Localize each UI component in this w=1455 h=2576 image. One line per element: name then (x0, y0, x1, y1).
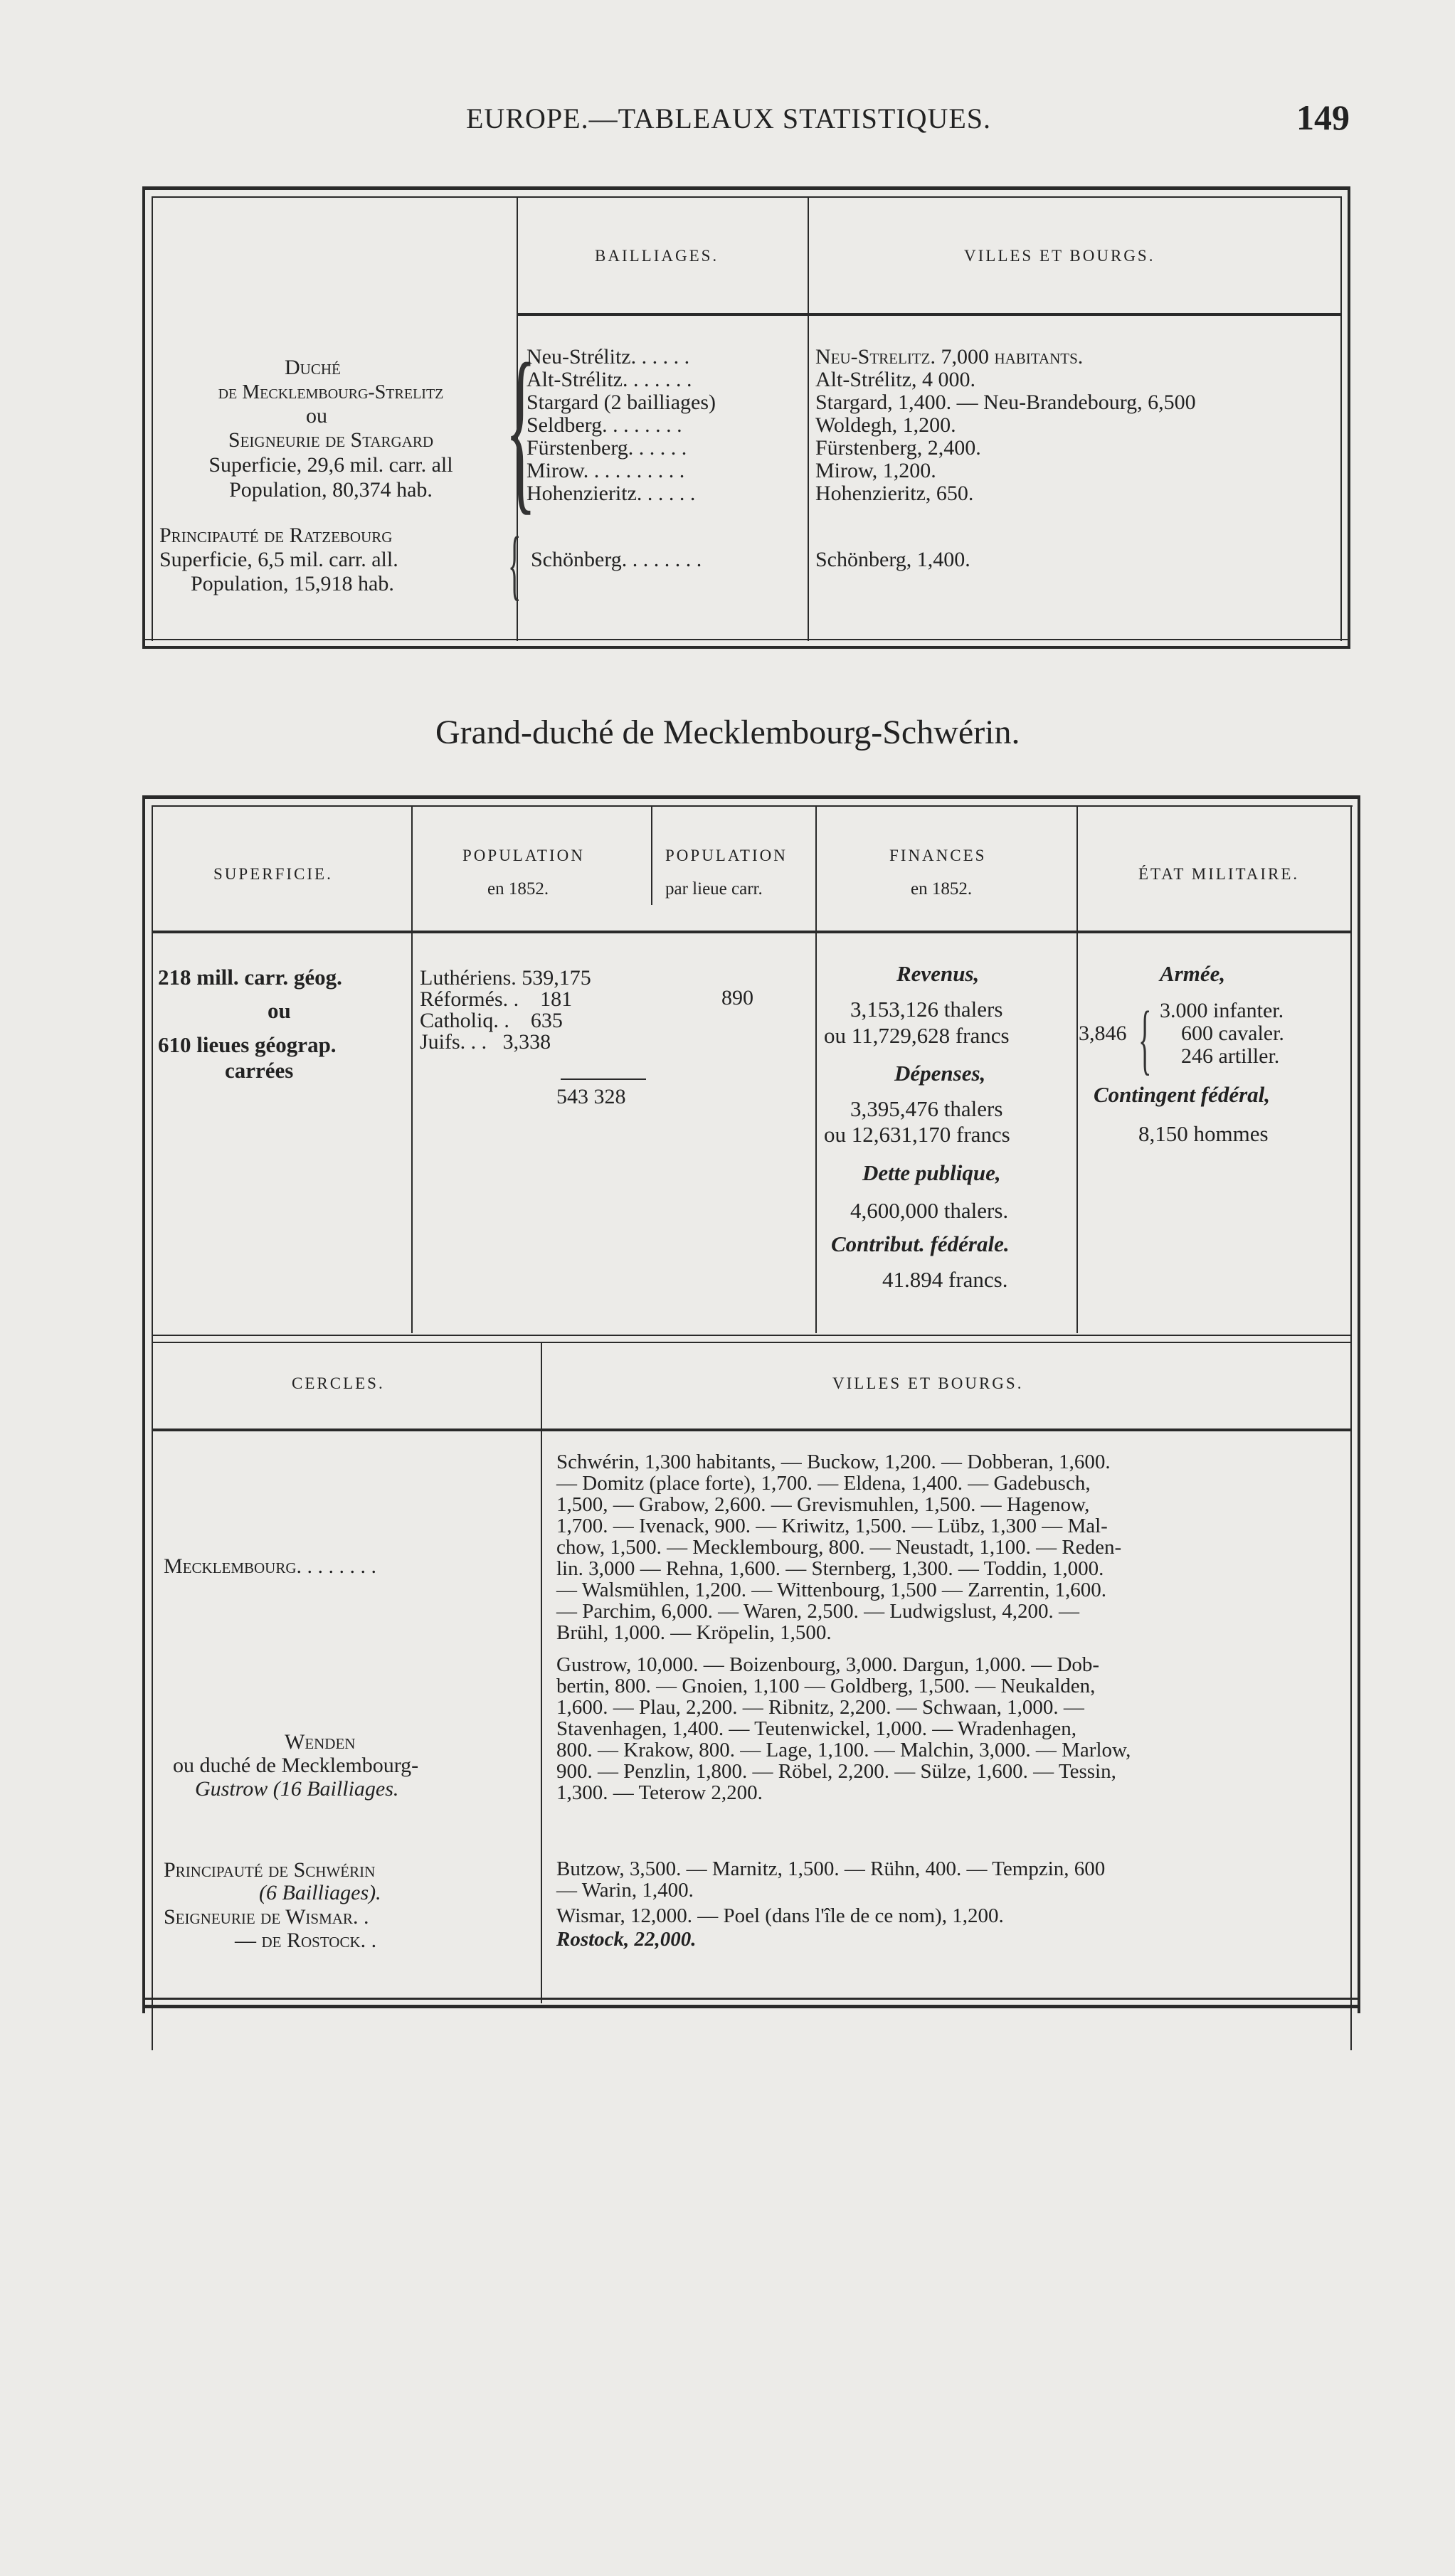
superficie-line: 218 mill. carr. géog. (158, 965, 342, 990)
finances-depenses-label: Dépenses, (894, 1061, 986, 1086)
ville-item: Woldegh, 1,200. (815, 413, 956, 437)
ville-item: Schönberg, 1,400. (815, 548, 970, 571)
cercle-wenden-sub: Gustrow (16 Bailliages. (195, 1777, 399, 1801)
etat-hommes: 8,150 hommes (1138, 1121, 1269, 1146)
bailliage-item: Alt-Strélitz. . . . . . . (527, 368, 692, 391)
cercle-wenden-sub: ou duché de Mecklembourg- (173, 1754, 419, 1777)
col-population-sub: en 1852. (487, 879, 549, 899)
population-par-lieue: 890 (721, 986, 753, 1009)
col-villes: VILLES ET BOURGS. (964, 247, 1155, 265)
page-number: 149 (1296, 97, 1350, 137)
seigneurie-stargard: Seigneurie de Stargard (228, 428, 434, 452)
cercle-wenden: Wenden (285, 1730, 356, 1754)
duche-name: de Mecklembourg-Strelitz (218, 381, 444, 403)
population-line: Catholiq. . 635 (420, 1009, 563, 1032)
villes-line: 1,600. — Plau, 2,200. — Ribnitz, 2,200. — Schwaan, 1,000. — (556, 1696, 1084, 1719)
bailliage-item: Stargard (2 bailliages) (527, 391, 716, 414)
col-population-lieue-sub: par lieue carr. (665, 879, 763, 899)
brace-strelitz: { (505, 326, 536, 531)
col-finances-sub: en 1852. (911, 879, 973, 899)
population-line: Réformés. . 181 (420, 987, 573, 1011)
bailliage-item: Mirow. . . . . . . . . . (527, 459, 685, 482)
etat-line: 246 artiller. (1181, 1044, 1280, 1068)
cercle-rostock: — de Rostock. . (235, 1929, 377, 1952)
cercle-wismar: Seigneurie de Wismar. . (164, 1905, 369, 1929)
population-line: Juifs. . . 3,338 (420, 1030, 551, 1054)
villes-line: 1,500, — Grabow, 2,600. — Grevismuhlen, 1,500. — Hagenow, (556, 1493, 1090, 1516)
ville-item: Stargard, 1,400. — Neu-Brandebourg, 6,500 (815, 391, 1196, 414)
finances-line: 3,153,126 thalers (850, 997, 1003, 1022)
population-ratzebourg: Population, 15,918 hab. (191, 572, 394, 595)
col-finances: FINANCES (889, 847, 987, 864)
superficie-line: carrées (225, 1058, 294, 1083)
population-strelitz: Population, 80,374 hab. (229, 478, 433, 502)
col-cercles: CERCLES. (292, 1374, 385, 1392)
col-etat: ÉTAT MILITAIRE. (1138, 865, 1300, 883)
villes-line: — Warin, 1,400. (556, 1879, 694, 1902)
etat-contingent-label: Contingent fédéral, (1094, 1082, 1271, 1107)
population-line: Luthériens. 539,175 (420, 966, 591, 990)
finances-contribution-label: Contribut. fédérale. (831, 1231, 1010, 1256)
superficie-line: 610 lieues géograp. (158, 1032, 337, 1057)
schwerin-title: Grand-duché de Mecklembourg-Schwérin. (435, 714, 1020, 751)
villes-line: Stavenhagen, 1,400. — Teutenwickel, 1,000. — Wradenhagen, (556, 1717, 1077, 1740)
bailliage-item: Fürstenberg. . . . . . (527, 436, 687, 460)
col-population: POPULATION (462, 847, 585, 864)
ville-item: Fürstenberg, 2,400. (815, 436, 981, 460)
col-population-lieue: POPULATION (665, 847, 788, 864)
ville-item: Alt-Strélitz, 4 000. (815, 368, 975, 391)
villes-line: Butzow, 3,500. — Marnitz, 1,500. — Rühn, 400. — Tempzin, 600 (556, 1857, 1106, 1880)
bailliage-item: Seldberg. . . . . . . . (527, 413, 682, 437)
villes-line: chow, 1,500. — Mecklembourg, 800. — Neustadt, 1,100. — Reden- (556, 1536, 1122, 1559)
villes-line: — Parchim, 6,000. — Waren, 2,500. — Ludwigslust, 4,200. — (556, 1600, 1079, 1623)
finances-dette-label: Dette publique, (862, 1160, 1001, 1185)
villes-line: 900. — Penzlin, 1,800. — Röbel, 2,200. — Sülze, 1,600. — Tessin, (556, 1760, 1116, 1783)
superficie-line: ou (268, 998, 291, 1023)
finances-revenus-label: Revenus, (896, 961, 980, 986)
etat-armee-label: Armée, (1160, 961, 1226, 986)
bailliage-item: Schönberg. . . . . . . . (531, 548, 702, 571)
ville-item: Mirow, 1,200. (815, 459, 936, 482)
brace-ratzebourg: { (508, 521, 522, 608)
ville-item: Hohenzieritz, 650. (815, 482, 974, 505)
villes-line: Rostock, 22,000. (556, 1928, 697, 1951)
cercle-schwerin-sub: (6 Bailliages). (259, 1881, 381, 1904)
villes-line: 1,700. — Ivenack, 900. — Kriwitz, 1,500. — Lübz, 1,300 — Mal- (556, 1515, 1108, 1537)
cercle-mecklembourg: Mecklembourg. . . . . . . . (164, 1554, 377, 1578)
finances-line: 41.894 francs. (882, 1267, 1008, 1292)
etat-line: 600 cavaler. (1181, 1022, 1284, 1045)
etat-total: 3,846 (1079, 1022, 1127, 1045)
villes-line: — Domitz (place forte), 1,700. — Eldena, 1,400. — Gadebusch, (556, 1472, 1091, 1495)
villes-line: 800. — Krakow, 800. — Lage, 1,100. — Malchin, 3,000. — Marlow, (556, 1739, 1131, 1761)
cercle-schwerin: Principauté de Schwérin (164, 1858, 376, 1882)
ou-text: ou (306, 404, 327, 428)
villes-line: 1,300. — Teterow 2,200. (556, 1781, 763, 1804)
villes-line: Brühl, 1,000. — Kröpelin, 1,500. (556, 1621, 832, 1644)
superficie-strelitz: Superficie, 29,6 mil. carr. all (208, 453, 453, 477)
brace-armee: { (1138, 995, 1152, 1082)
villes-line: Gustrow, 10,000. — Boizenbourg, 3,000. Dargun, 1,000. — Dob- (556, 1653, 1100, 1676)
bailliage-item: Hohenzieritz. . . . . . (527, 482, 696, 505)
running-title: EUROPE.—TABLEAUX STATISTIQUES. (466, 102, 992, 134)
finances-line: ou 11,729,628 francs (824, 1023, 1010, 1048)
ville-item: Neu-Strelitz. 7,000 habitants. (815, 345, 1084, 369)
superficie-ratzebourg: Superficie, 6,5 mil. carr. all. (159, 548, 398, 571)
villes-line: lin. 3,000 — Rehna, 1,600. — Sternberg, 1,300. — Toddin, 1,000. (556, 1557, 1104, 1580)
etat-line: 3.000 infanter. (1160, 999, 1284, 1022)
villes-line: — Walsmühlen, 1,200. — Wittenbourg, 1,500 — Zarrentin, 1,600. (556, 1579, 1106, 1601)
finances-line: 3,395,476 thalers (850, 1096, 1003, 1121)
villes-line: bertin, 800. — Gnoien, 1,100 — Goldberg, 1,500. — Neukalden, (556, 1675, 1096, 1697)
villes-line: Wismar, 12,000. — Poel (dans l'île de ce nom), 1,200. (556, 1904, 1004, 1927)
finances-line: 4,600,000 thalers. (850, 1198, 1009, 1223)
finances-line: ou 12,631,170 francs (824, 1122, 1010, 1147)
bailliage-item: Neu-Strélitz. . . . . . (527, 345, 690, 369)
col-bailliages: BAILLIAGES. (595, 247, 719, 265)
col-superficie: SUPERFICIE. (213, 865, 333, 883)
col-villes-bourgs: VILLES ET BOURGS. (832, 1374, 1024, 1392)
ratzebourg-label: Principauté de Ratzebourg (159, 524, 393, 547)
villes-line: Schwérin, 1,300 habitants, — Buckow, 1,200. — Dobberan, 1,600. (556, 1451, 1111, 1473)
duche-label: Duché (285, 356, 341, 379)
population-total: 543 328 (556, 1085, 626, 1108)
